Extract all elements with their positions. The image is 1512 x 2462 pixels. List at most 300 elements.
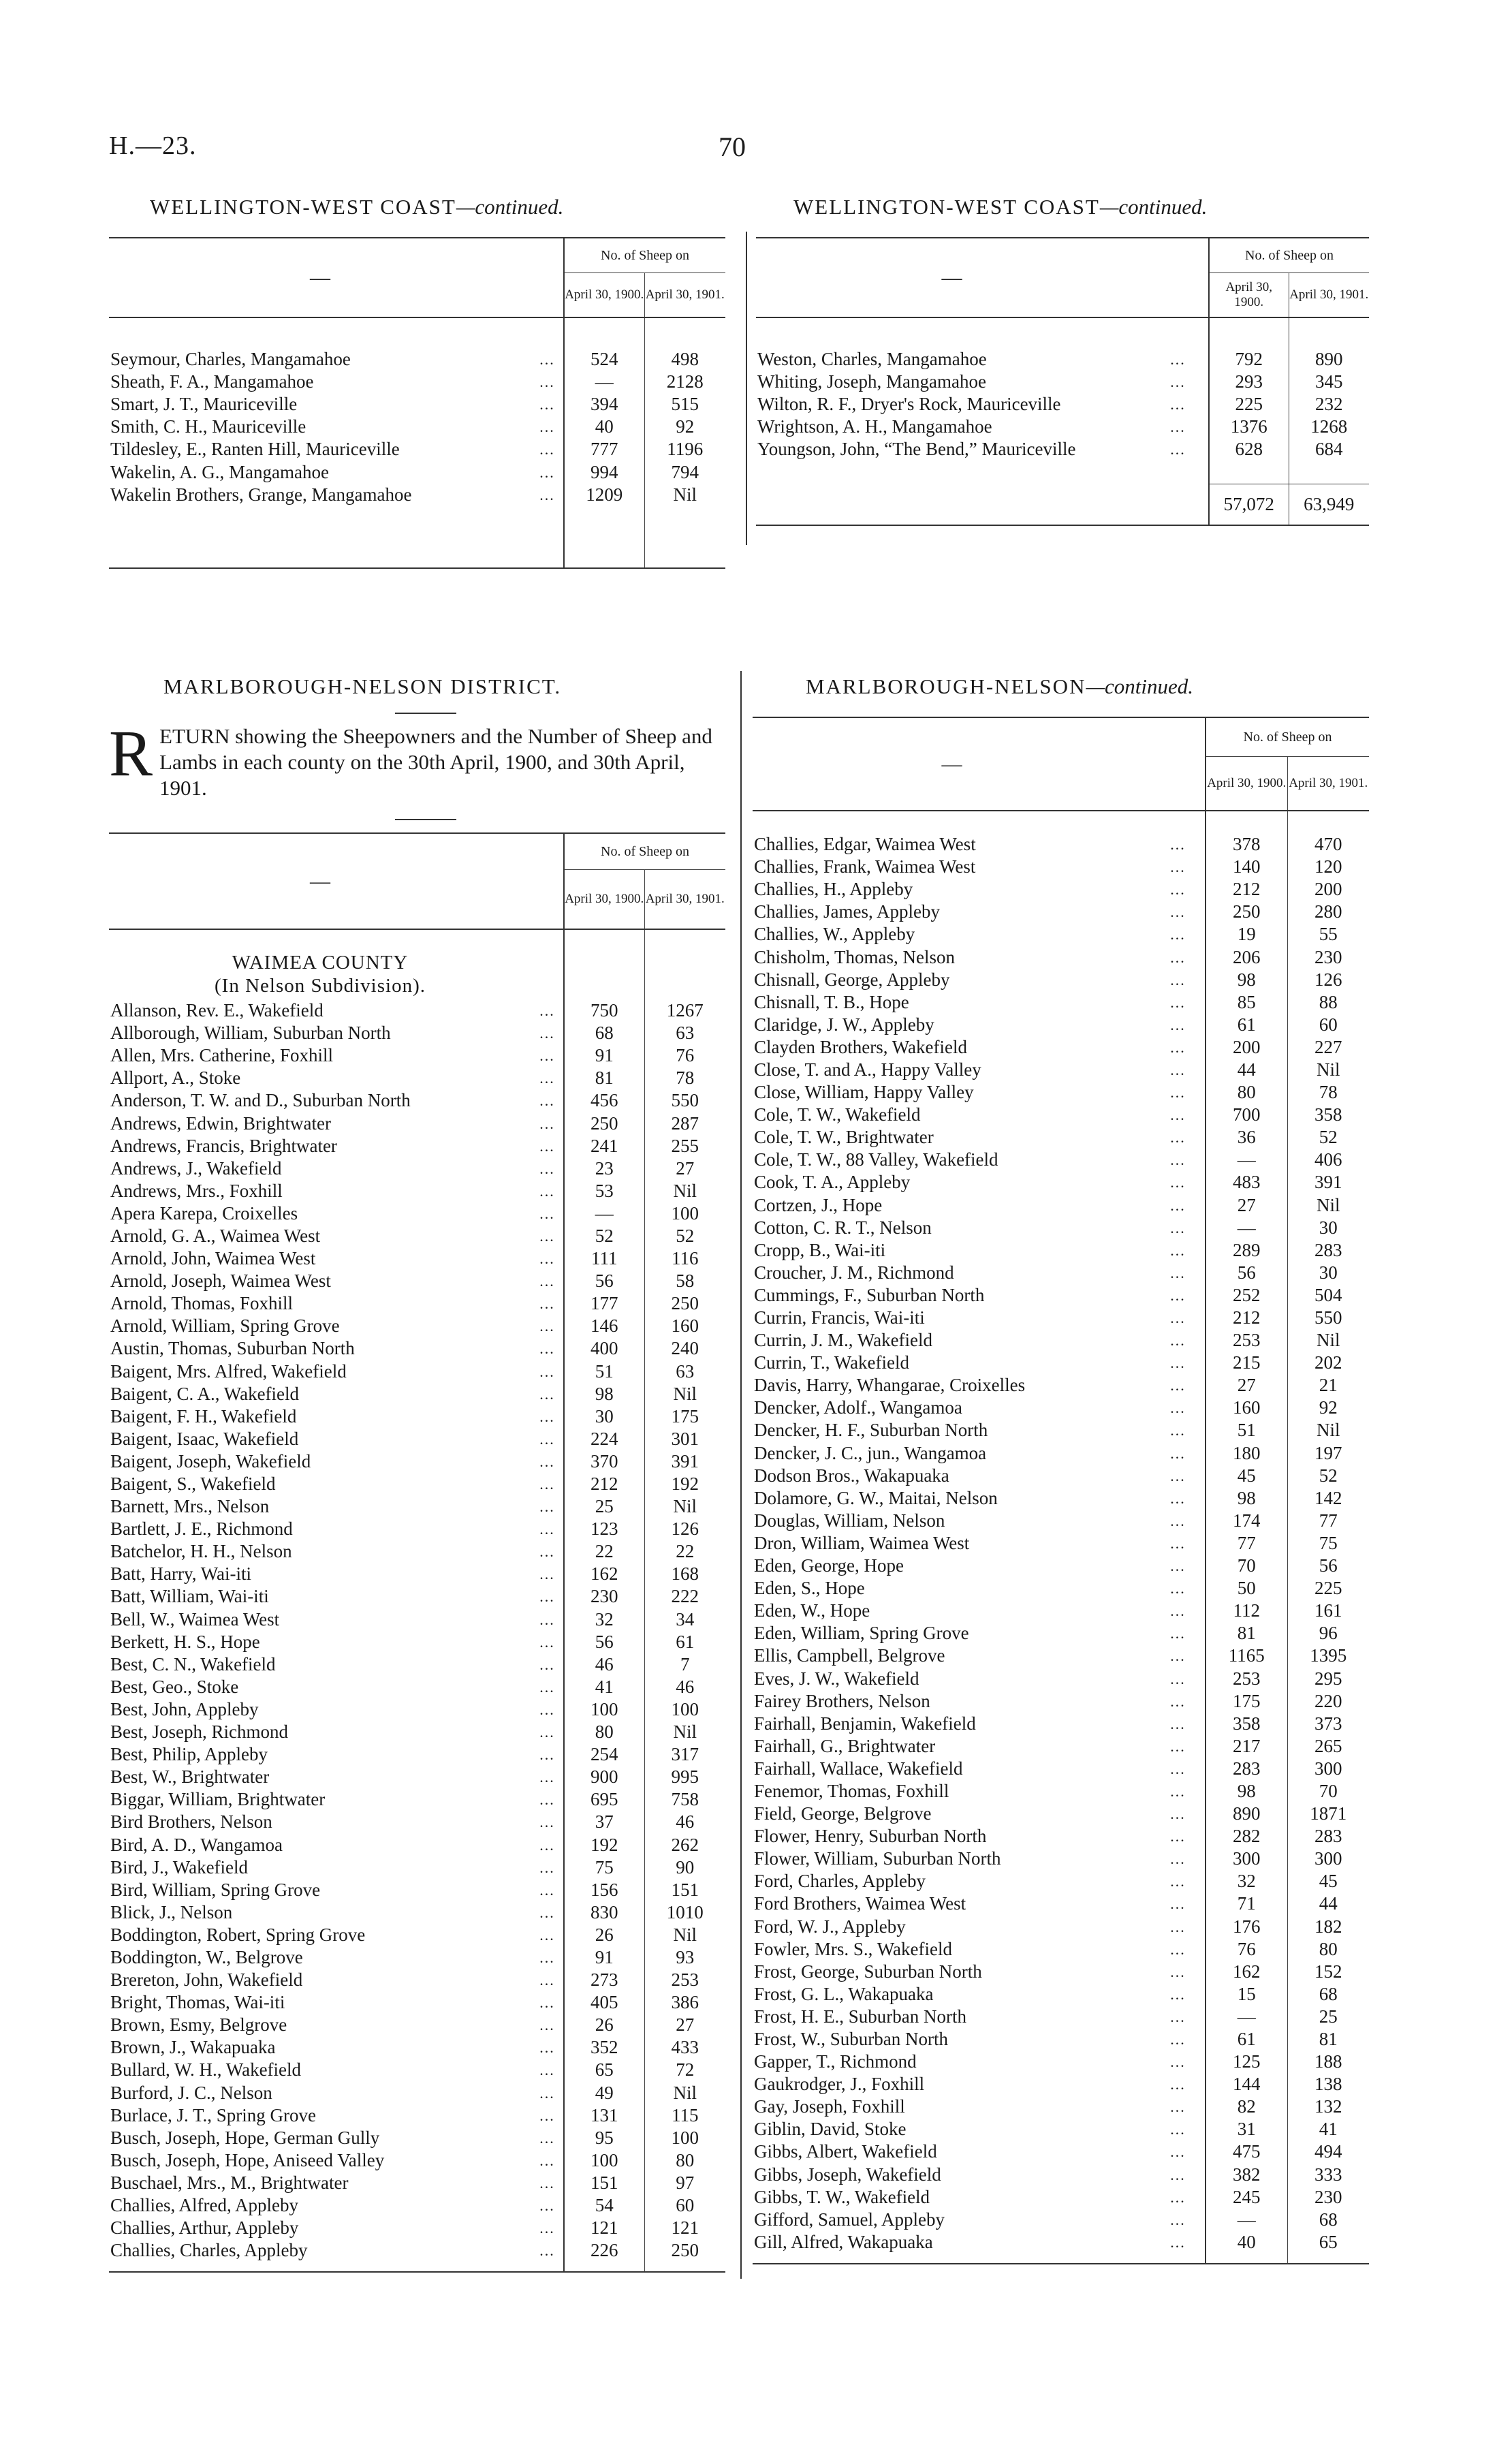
sheep-count-1901: 142 [1287,1487,1369,1510]
header-col-1901: April 30, 1901. [1287,757,1369,811]
sheep-count-1900: 32 [564,1608,644,1631]
sheep-count-1901: 504 [1287,1284,1369,1307]
sheep-count-1900: 254 [564,1743,644,1766]
sheep-count-1901: 345 [1289,371,1369,393]
wellington-left-table [109,237,725,569]
leader-dots: ... [1170,2211,1186,2228]
sheepowner-name: Challies, James, Appleby [754,901,940,922]
sheep-count-1901: 41 [1287,2118,1369,2140]
leader-dots: ... [539,463,555,481]
sheep-count-1901: 78 [1287,1081,1369,1104]
sheep-count-1900: 31 [1206,2118,1287,2140]
sheep-count-1900: 45 [1206,1465,1287,1487]
leader-dots: ... [539,1588,555,1606]
sheep-count-1900: 49 [564,2082,644,2104]
leader-dots: ... [539,1813,555,1831]
header-dash: — [756,238,1148,317]
sheepowner-name: Eden, W., Hope [754,1600,870,1621]
leader-dots: ... [1170,1828,1186,1845]
sheep-count-1900: 77 [1206,1532,1287,1555]
sheep-count-1900: 174 [1206,1510,1287,1532]
leader-dots: ... [539,1204,555,1222]
sheep-count-1900: 82 [1206,2095,1287,2118]
sheep-count-1901: 250 [644,1292,725,1315]
sheep-count-1900: 100 [564,2149,644,2172]
leader-dots: ... [1170,1895,1186,1913]
sheep-count-1900: 46 [564,1653,644,1676]
marlborough-left-row [109,1022,725,1044]
header-group: No. of Sheep on [1209,238,1369,273]
sheep-count-1900: 56 [1206,1262,1287,1284]
sheep-count-1901: 22 [644,1540,725,1563]
sheep-count-1900: 830 [564,1901,644,1924]
sheep-count-1901: Nil [644,1383,725,1405]
sheepowner-name: Gill, Alfred, Wakapuaka [754,2231,933,2252]
sheep-count-1900: 56 [564,1270,644,1292]
marlborough-left-row [109,1089,725,1112]
marlborough-left-row [109,2217,725,2239]
marlborough-right-row [753,991,1369,1014]
sheep-count-1900: 1209 [564,484,644,506]
sheep-count-1901: 222 [644,1585,725,1608]
sheepowner-name: Baigent, Isaac, Wakefield [110,1428,299,1449]
leader-dots: ... [1170,1647,1186,1665]
sheep-count-1900: 81 [1206,1622,1287,1645]
wellington-title-left: WELLINGTON-WEST COAST—continued. [150,195,564,219]
sheep-count-1900: 123 [564,1518,644,1540]
marlborough-right-row [753,1510,1369,1532]
sheep-count-1900: 400 [564,1337,644,1360]
marlborough-right-row [753,1870,1369,1892]
sheep-count-1900: 750 [564,999,644,1022]
sheepowner-name: Batchelor, H. H., Nelson [110,1541,292,1562]
sheep-count-1900: 475 [1206,2140,1287,2163]
marlborough-right-row [753,1262,1369,1284]
sheepowner-name: Andrews, Francis, Brightwater [110,1135,337,1156]
leader-dots: ... [1170,1918,1186,1935]
sheepowner-name: Busch, Joseph, Hope, Aniseed Valley [110,2149,385,2170]
sheep-count-1901: 300 [1287,1758,1369,1780]
sheep-count-1901: 151 [644,1879,725,1901]
sheepowner-name: Gay, Joseph, Foxhill [754,2096,905,2117]
sheepowner-name: Gifford, Samuel, Appleby [754,2209,945,2230]
sheep-count-1901: Nil [644,484,725,506]
marlborough-right-row [753,1059,1369,1081]
sheep-count-1900: 176 [1206,1916,1287,1938]
leader-dots: ... [539,1836,555,1854]
marlborough-left-row [109,2036,725,2059]
marlborough-right-row [753,1532,1369,1555]
marlborough-right-row [753,1419,1369,1442]
sheep-count-1901: 995 [644,1766,725,1788]
leader-dots: ... [539,1250,555,1268]
sheepowner-name: Close, T. and A., Happy Valley [754,1059,981,1080]
sheepowner-name: Andrews, J., Wakefield [110,1157,282,1179]
sheep-count-1901: 100 [644,1202,725,1225]
sheepowner-name: Chisnall, T. B., Hope [754,991,909,1012]
leader-dots: ... [539,1295,555,1313]
marlborough-left-row [109,1946,725,1969]
sheep-count-1900: 250 [1206,901,1287,923]
marlborough-left-row [109,1518,725,1540]
sheepowner-name: Dron, William, Waimea West [754,1532,970,1553]
leader-dots: ... [539,2039,555,2057]
sheepowner-name: Wilton, R. F., Dryer's Rock, Mauriceville [757,394,1061,415]
sheep-count-1900: 700 [1206,1104,1287,1126]
marlborough-left-row [109,1337,725,1360]
sheepowner-name: Best, Joseph, Richmond [110,1721,288,1743]
sheep-count-1901: 138 [1287,2073,1369,2095]
sheep-count-1900: 95 [564,2127,644,2149]
sheep-count-1900: 27 [1206,1194,1287,1217]
marlborough-left-row [109,1180,725,1202]
sheep-count-1901: 68 [1287,1983,1369,2006]
sheep-count-1901: 7 [644,1653,725,1676]
sheep-count-1901: 68 [1287,2209,1369,2231]
marlborough-right-row [753,2164,1369,2186]
leader-dots: ... [1170,836,1186,854]
marlborough-left-row [109,1225,725,1247]
marlborough-right-row [753,833,1369,856]
sheep-count-1901: 317 [644,1743,725,1766]
sheep-count-1900: 252 [1206,1284,1287,1307]
leader-dots: ... [539,1881,555,1899]
leader-dots: ... [539,1521,555,1538]
leader-dots: ... [539,1159,555,1177]
leader-dots: ... [1170,881,1186,899]
county-subheading: (In Nelson Subdivision). [215,975,426,997]
marlborough-right-row [753,1577,1369,1600]
marlborough-right-row [753,2140,1369,2163]
page-code: H.—23. [109,131,197,160]
sheepowner-name: Barnett, Mrs., Nelson [110,1496,270,1517]
marlborough-left-row [109,1969,725,1991]
sheep-count-1900: 112 [1206,1600,1287,1622]
sheep-count-1901: Nil [644,1721,725,1743]
wellington-left-row [109,371,725,393]
sheepowner-name: Frost, G. L., Wakapuaka [754,1983,934,2004]
sheep-count-1900: 212 [1206,878,1287,901]
wellington-left-row [109,438,725,461]
marlborough-right-row [753,1374,1369,1397]
leader-dots: ... [1170,1873,1186,1890]
sheepowner-name: Cotton, C. R. T., Nelson [754,1217,932,1238]
sheep-count-1901: 182 [1287,1916,1369,1938]
sheepowner-name: Bird, A. D., Wangamoa [110,1834,283,1855]
sheepowner-name: Bird Brothers, Nelson [110,1811,272,1833]
leader-dots: ... [1170,1038,1186,1056]
sheepowner-name: Gapper, T., Richmond [754,2051,917,2072]
sheep-count-1900: 352 [564,2036,644,2059]
sheepowner-name: Bird, J., Wakefield [110,1856,249,1877]
leader-dots: ... [539,1926,555,1944]
sheepowner-name: Challies, H., Appleby [754,879,913,900]
sheep-count-1900: 792 [1209,348,1289,371]
leader-dots: ... [1170,1377,1186,1394]
sheepowner-name: Davis, Harry, Whangarae, Croixelles [754,1375,1026,1396]
sheepowner-name: Close, William, Happy Valley [754,1082,974,1103]
leader-dots: ... [1170,441,1186,458]
sheepowner-name: Brereton, John, Wakefield [110,1969,303,1991]
header-group: No. of Sheep on [564,833,725,870]
marlborough-right-row [753,2095,1369,2118]
sheepowner-name: Cropp, B., Wai-iti [754,1239,886,1260]
sheep-count-1900: 1376 [1209,416,1289,438]
sheepowner-name: Dencker, Adolf., Wangamoa [754,1397,962,1418]
marlborough-left-row [109,999,725,1022]
leader-dots: ... [1170,926,1186,944]
sheepowner-name: Challies, Edgar, Waimea West [754,834,976,855]
leader-dots: ... [539,2129,555,2147]
leader-dots: ... [1170,948,1186,966]
sheep-count-1901: 77 [1287,1510,1369,1532]
sheepowner-name: Arnold, William, Spring Grove [110,1315,340,1337]
sheepowner-name: Frost, George, Suburban North [754,1961,982,1982]
leader-dots: ... [539,351,555,369]
marlborough-right-row [753,2209,1369,2231]
marlborough-right-row [753,969,1369,991]
leader-dots: ... [1170,1692,1186,1710]
sheepowner-name: Ellis, Campbell, Belgrove [754,1645,945,1666]
sheep-count-1901: 758 [644,1788,725,1811]
marlborough-left-row [109,1743,725,1766]
sheep-count-1901: 132 [1287,2095,1369,2118]
leader-dots: ... [1170,1354,1186,1372]
sheepowner-name: Challies, Charles, Appleby [110,2240,308,2261]
marlborough-right-row [753,2073,1369,2095]
sheepowner-name: Allport, A., Stoke [110,1068,241,1089]
marlborough-right-row [753,2051,1369,2073]
sheep-count-1900: 37 [564,1811,644,1833]
marlborough-left-row [109,1360,725,1383]
sheep-count-1900: — [1206,1149,1287,1171]
sheep-count-1901: 265 [1287,1735,1369,1758]
sheep-count-1901: 391 [644,1450,725,1473]
sheep-count-1901: 100 [644,1698,725,1721]
sheep-count-1900: 98 [1206,1487,1287,1510]
marlborough-left-row [109,1067,725,1089]
sheep-count-1901: 116 [644,1247,725,1270]
sheepowner-name: Flower, Henry, Suburban North [754,1826,987,1847]
sheep-count-1901: 470 [1287,833,1369,856]
leader-dots: ... [1170,2188,1186,2206]
sheep-count-1901: 386 [644,1991,725,2014]
leader-dots: ... [539,1724,555,1741]
leader-dots: ... [539,2106,555,2124]
sheep-count-1901: 890 [1289,348,1369,371]
sheep-count-1900: 15 [1206,1983,1287,2006]
marlborough-left-row [109,1631,725,1653]
sheep-count-1900: 300 [1206,1848,1287,1870]
sheepowner-name: Bartlett, J. E., Richmond [110,1518,293,1540]
leader-dots: ... [1170,971,1186,988]
sheep-count-1901: 96 [1287,1622,1369,1645]
marlborough-left-row [109,1721,725,1743]
sheep-count-1901: Nil [1287,1329,1369,1352]
sheep-count-1901: 220 [1287,1690,1369,1713]
leader-dots: ... [539,1407,555,1425]
sheepowner-name: Burford, J. C., Nelson [110,2082,272,2103]
marlborough-right-row [753,1825,1369,1848]
marlborough-right-row [753,856,1369,878]
sheepowner-name: Challies, Frank, Waimea West [754,856,976,877]
sheep-count-1901: 406 [1287,1149,1369,1171]
leader-dots: ... [1170,1399,1186,1417]
sheepowner-name: Burlace, J. T., Spring Grove [110,2104,316,2125]
sheepowner-name: Allen, Mrs. Catherine, Foxhill [110,1045,333,1066]
sheep-count-1900: 226 [564,2239,644,2262]
sheepowner-name: Baigent, C. A., Wakefield [110,1383,300,1404]
title-underline [395,713,456,714]
marlborough-right-row [753,878,1369,901]
sheep-count-1901: 80 [1287,1938,1369,1961]
marlborough-left-row [109,1315,725,1337]
sheepowner-name: Arnold, Joseph, Waimea West [110,1271,331,1292]
sheep-count-1900: 225 [1209,393,1289,416]
sheep-count-1901: 373 [1287,1713,1369,1735]
sheepowner-name: Youngson, John, “The Bend,” Mauriceville [757,439,1076,460]
leader-dots: ... [1170,2076,1186,2093]
sheep-count-1901: 27 [644,2014,725,2036]
sheepowner-name: Bell, W., Waimea West [110,1608,280,1630]
sheep-count-1900: 25 [564,1495,644,1518]
sheep-count-1900: 41 [564,1676,644,1698]
column-divider-bottom [740,671,742,2279]
marlborough-right-row [753,1239,1369,1262]
sheepowner-name: Brown, J., Wakapuaka [110,2037,276,2058]
sheep-count-1901: 80 [644,2149,725,2172]
leader-dots: ... [1170,373,1186,391]
sheepowner-name: Chisholm, Thomas, Nelson [754,946,956,967]
sheep-count-1901: 52 [644,1225,725,1247]
sheep-count-1900: — [564,371,644,393]
sheep-count-1900: 370 [564,1450,644,1473]
sheep-count-1900: 994 [564,461,644,483]
sheep-count-1900: 777 [564,438,644,461]
sheep-count-1900: 212 [564,1473,644,1495]
sheep-count-1901: 63 [644,1360,725,1383]
sheep-count-1901: 60 [1287,1014,1369,1036]
marlborough-right-row [753,1916,1369,1938]
leader-dots: ... [539,1273,555,1290]
marlborough-right-row [753,1465,1369,1487]
leader-dots: ... [1170,1061,1186,1078]
sheepowner-name: Eves, J. W., Wakefield [754,1668,919,1689]
sheep-count-1901: 1871 [1287,1803,1369,1825]
sheep-count-1901: 88 [1287,991,1369,1014]
header-dash: — [109,833,531,929]
leader-dots: ... [1170,1557,1186,1575]
sheepowner-name: Smith, C. H., Mauriceville [110,416,306,437]
leader-dots: ... [539,418,555,436]
sheep-count-1901: 160 [644,1315,725,1337]
sheepowner-name: Fairhall, G., Brightwater [754,1735,936,1756]
sheepowner-name: Flower, William, Suburban North [754,1848,1001,1869]
marlborough-right-row [753,1983,1369,2006]
sheep-count-1901: Nil [644,1495,725,1518]
sheepowner-name: Tildesley, E., Ranten Hill, Mauriceville [110,439,400,460]
sheep-count-1901: 45 [1287,1870,1369,1892]
leader-dots: ... [1170,1332,1186,1350]
sheepowner-name: Dolamore, G. W., Maitai, Nelson [754,1487,998,1508]
sheep-count-1901: 72 [644,2059,725,2081]
intro-underline [395,819,456,820]
leader-dots: ... [1170,1196,1186,1214]
sheep-count-1901: 358 [1287,1104,1369,1126]
sheepowner-name: Anderson, T. W. and D., Suburban North [110,1090,411,1111]
sheepowner-name: Seymour, Charles, Mangamahoe [110,349,351,370]
sheep-count-1901: 152 [1287,1961,1369,1983]
leader-dots: ... [1170,1129,1186,1147]
marlborough-left-row [109,1405,725,1428]
sheepowner-name: Best, John, Appleby [110,1698,259,1719]
marlborough-right-row [753,1848,1369,1870]
header-col-1901: April 30, 1901. [1289,273,1369,318]
sheep-count-1901: 188 [1287,2051,1369,2073]
leader-dots: ... [539,373,555,391]
sheep-count-1900: 80 [564,1721,644,1743]
sheep-count-1901: 1010 [644,1901,725,1924]
leader-dots: ... [539,1498,555,1516]
sheep-count-1901: 498 [644,348,725,371]
leader-dots: ... [539,1318,555,1335]
sheep-count-1901: 52 [1287,1126,1369,1149]
sheep-count-1900: 405 [564,1991,644,2014]
marlborough-right-row [753,1081,1369,1104]
leader-dots: ... [539,1610,555,1628]
marlborough-left-row [109,2059,725,2081]
sheep-count-1901: 52 [1287,1465,1369,1487]
sheepowner-name: Baigent, Mrs. Alfred, Wakefield [110,1360,347,1382]
marlborough-right-row [753,1036,1369,1059]
sheep-count-1901: 121 [644,2217,725,2239]
leader-dots: ... [539,1903,555,1921]
sheep-count-1900: 26 [564,2014,644,2036]
leader-dots: ... [1170,2233,1186,2251]
marlborough-right-row [753,1217,1369,1239]
sheep-count-1900: 241 [564,1135,644,1157]
sheepowner-name: Bullard, W. H., Wakefield [110,2059,302,2081]
leader-dots: ... [539,2151,555,2169]
wellington-left-row [109,393,725,416]
marlborough-right-row [753,1622,1369,1645]
sheep-count-1900: 282 [1206,1825,1287,1848]
leader-dots: ... [1170,1963,1186,1980]
marlborough-title-left: MARLBOROUGH-NELSON DISTRICT. [163,674,562,698]
sheep-count-1901: 58 [644,1270,725,1292]
sheep-count-1900: — [1206,2006,1287,2028]
sheep-count-1900: 394 [564,393,644,416]
sheep-count-1901: 168 [644,1563,725,1585]
marlborough-left-row [109,1788,725,1811]
sheep-count-1901: 25 [1287,2006,1369,2028]
leader-dots: ... [539,1385,555,1403]
sheepowner-name: Cummings, F., Suburban North [754,1284,985,1305]
sheepowner-name: Weston, Charles, Mangamahoe [757,349,987,370]
leader-dots: ... [1170,1467,1186,1484]
marlborough-left-row [109,1044,725,1067]
sheepowner-name: Giblin, David, Stoke [754,2119,907,2140]
sheep-count-1901: 684 [1289,438,1369,461]
leader-dots: ... [539,1002,555,1020]
sheep-count-1901: 333 [1287,2164,1369,2186]
header-col-1901: April 30, 1901. [644,870,725,930]
sheep-count-1901: 227 [1287,1036,1369,1059]
leader-dots: ... [539,1543,555,1561]
sheep-count-1901: 295 [1287,1667,1369,1689]
sheep-count-1900: 140 [1206,856,1287,878]
sheep-count-1900: 61 [1206,2028,1287,2051]
